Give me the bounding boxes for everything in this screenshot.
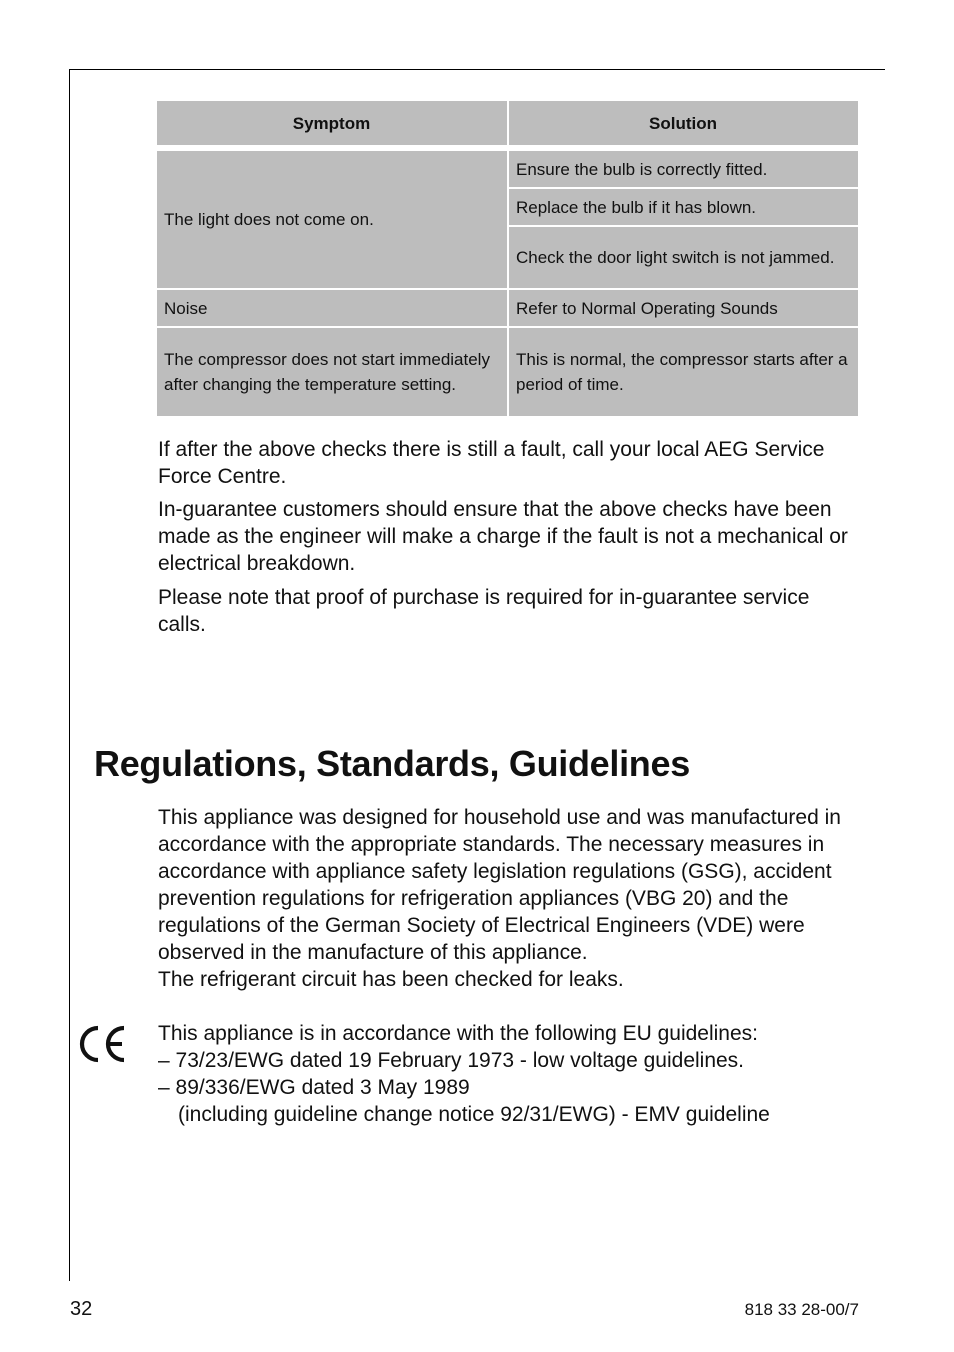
left-rule xyxy=(69,69,70,1281)
table-header-row xyxy=(157,101,858,145)
eu-guideline-1: – 73/23/EWG dated 19 February 1973 - low voltage guidelines. xyxy=(158,1049,745,1072)
paragraph-guarantee: In-guarantee customers should ensure that the above checks have been made as the engineer will make a charge if the fault is not a mechanical or electrical breakdown. xyxy=(158,498,848,575)
symptom-cell: The light does not come on. xyxy=(157,151,507,288)
solution-cell: Replace the bulb if it has blown. xyxy=(509,189,858,225)
table-row xyxy=(157,290,858,326)
symptom-cell: The compressor does not start immediately after changing the temperature setting. xyxy=(157,328,507,416)
top-rule xyxy=(69,69,885,70)
leak-check-text: The refrigerant circuit has been checked for leaks. xyxy=(158,968,624,991)
table-row xyxy=(157,328,858,416)
eu-guideline-2-note: (including guideline change notice 92/31/EWG) - EMV guideline xyxy=(178,1103,770,1126)
eu-intro: This appliance is in accordance with the following EU guidelines: xyxy=(158,1022,758,1045)
troubleshooting-table xyxy=(155,99,860,418)
solution-cell: Check the door light switch is not jammed. xyxy=(509,227,858,288)
table-row xyxy=(157,151,858,187)
paragraph-proof: Please note that proof of purchase is required for in-guarantee service calls. xyxy=(158,586,810,636)
regulations-text: This appliance was designed for household use and was manufactured in accordance with the appropriate standards. The necessary measures in accordance with appliance safety legislation regulations (GSG), accident prevention regulations for refrigeration appliances (VBG 20) and the regulations of the German Society of Electrical Engineers (VDE) were observed in the manufacture of this appliance. xyxy=(158,806,841,964)
ce-mark-icon xyxy=(76,1024,152,1064)
eu-guidelines xyxy=(158,1020,858,1128)
section-title: Regulations, Standards, Guidelines xyxy=(94,743,690,784)
solution-cell: Refer to Normal Operating Sounds xyxy=(509,290,858,326)
paragraph-service: If after the above checks there is still a fault, call your local AEG Service Force Centre. xyxy=(158,438,825,488)
solution-cell: Ensure the bulb is correctly fitted. xyxy=(509,151,858,187)
solution-header: Solution xyxy=(509,101,858,145)
eu-guideline-2: – 89/336/EWG dated 3 May 1989 xyxy=(158,1076,470,1099)
regulations-body xyxy=(158,804,858,993)
solution-cell: This is normal, the compressor starts after a period of time. xyxy=(509,328,858,416)
symptom-header: Symptom xyxy=(157,101,507,145)
symptom-cell: Noise xyxy=(157,290,507,326)
page-number: 32 xyxy=(70,1298,93,1320)
document-code: 818 33 28-00/7 xyxy=(744,1300,859,1319)
